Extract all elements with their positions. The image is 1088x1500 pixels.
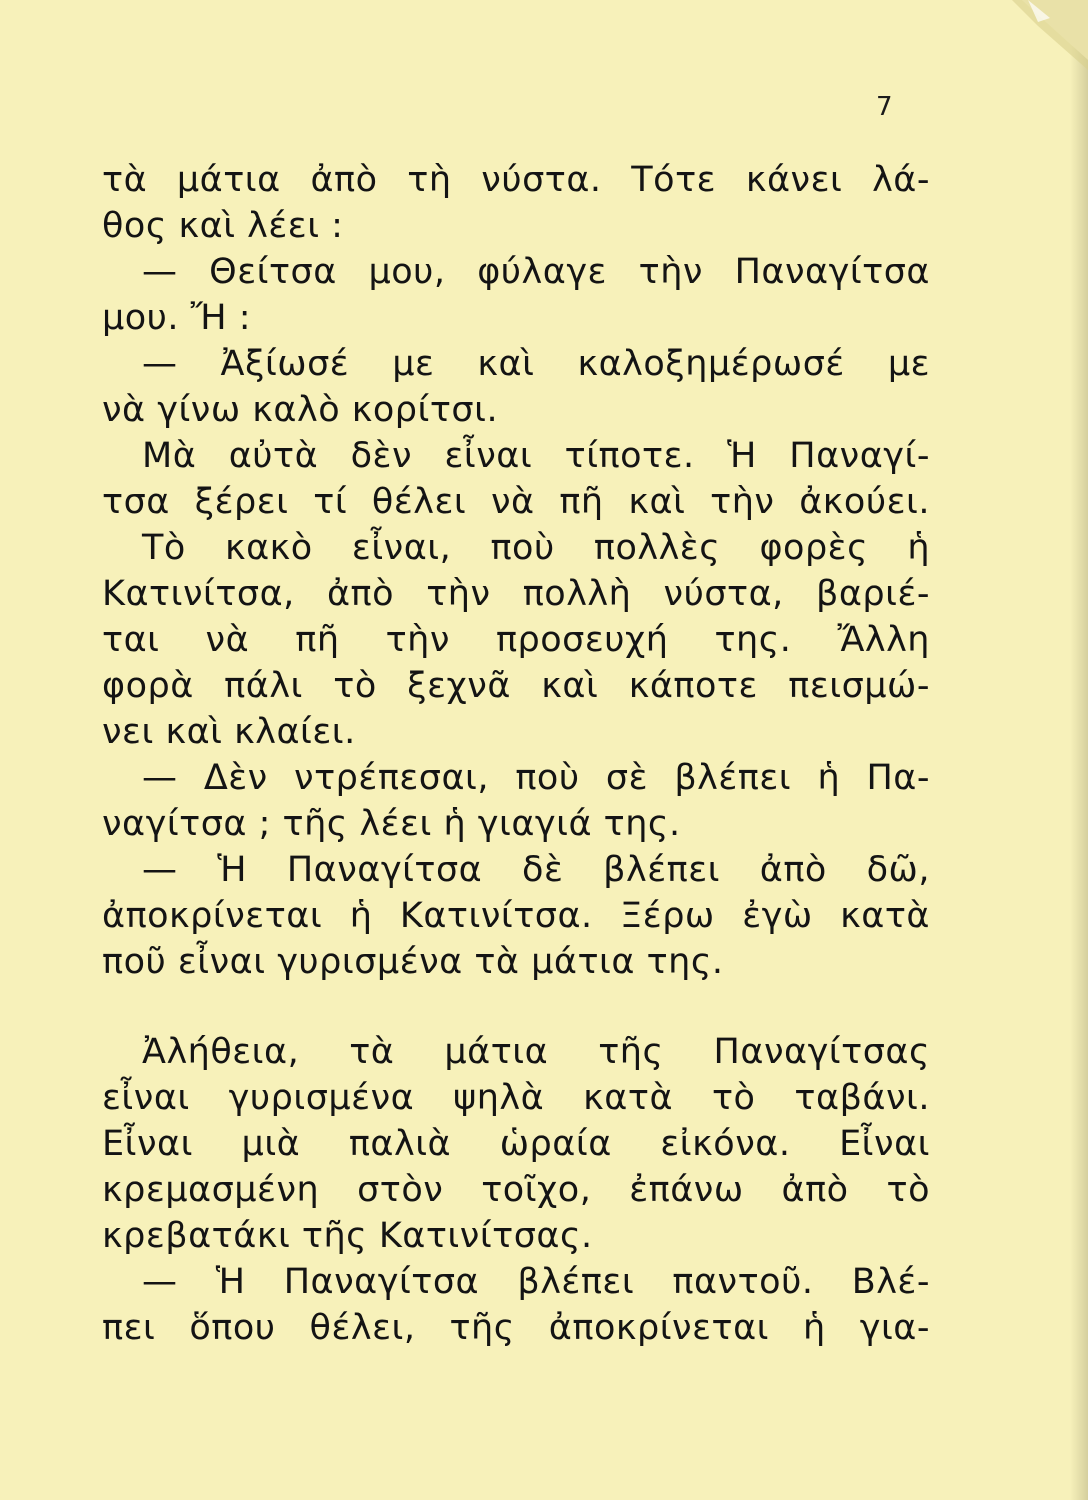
text-line: τὰ μάτια ἀπὸ τὴ νύστα. Τότε κάνει λά-	[102, 160, 930, 200]
text-line: Μὰ αὐτὰ δὲν εἶναι τίποτε. Ἡ Παναγί-	[142, 436, 930, 476]
text-line: τσα ξέρει τί θέλει νὰ πῆ καὶ τὴν ἀκούει.	[102, 482, 930, 522]
text-line: πει ὅπου θέλει, τῆς ἀποκρίνεται ἡ για-	[102, 1308, 930, 1348]
text-line: ται νὰ πῆ τὴν προσευχή της. Ἄλλη	[102, 620, 930, 660]
text-line: ἀποκρίνεται ἡ Κατινίτσα. Ξέρω ἐγὼ κατὰ	[102, 896, 930, 936]
page-number: 7	[876, 92, 893, 122]
text-line: μου. Ἤ :	[102, 298, 252, 338]
text-line: ποῦ εἶναι γυρισμένα τὰ μάτια της.	[102, 942, 724, 982]
text-line: Τὸ κακὸ εἶναι, ποὺ πολλὲς φορὲς ἡ	[142, 528, 930, 568]
text-line: νει καὶ κλαίει.	[102, 712, 356, 752]
text-line: κρεβατάκι τῆς Κατινίτσας.	[102, 1216, 593, 1256]
page-edge-shadow	[1070, 0, 1088, 1500]
text-line: — Ἡ Παναγίτσα δὲ βλέπει ἀπὸ δῶ,	[142, 850, 930, 890]
text-line: — Δὲν ντρέπεσαι, ποὺ σὲ βλέπει ἡ Πα-	[142, 758, 930, 798]
text-line: — Ἡ Παναγίτσα βλέπει παντοῦ. Βλέ-	[142, 1262, 930, 1302]
text-line: εἶναι γυρισμένα ψηλὰ κατὰ τὸ ταβάνι.	[102, 1078, 930, 1118]
folded-corner	[998, 0, 1088, 70]
text-line: — Ἀξίωσέ με καὶ καλοξημέρωσέ με	[142, 344, 930, 384]
text-line: θος καὶ λέει :	[102, 206, 344, 246]
text-line: ναγίτσα ; τῆς λέει ἡ γιαγιά της.	[102, 804, 681, 844]
text-line: Εἶναι μιὰ παλιὰ ὡραία εἰκόνα. Εἶναι	[102, 1124, 930, 1164]
text-line: Κατινίτσα, ἀπὸ τὴν πολλὴ νύστα, βαριέ-	[102, 574, 930, 614]
text-line: νὰ γίνω καλὸ κορίτσι.	[102, 390, 499, 430]
text-line: κρεμασμένη στὸν τοῖχο, ἐπάνω ἀπὸ τὸ	[102, 1170, 930, 1210]
text-line: — Θείτσα μου, φύλαγε τὴν Παναγίτσα	[142, 252, 930, 292]
text-line: Ἀλήθεια, τὰ μάτια τῆς Παναγίτσας	[142, 1032, 930, 1072]
text-line: φορὰ πάλι τὸ ξεχνᾶ καὶ κάποτε πεισμώ-	[102, 666, 930, 706]
